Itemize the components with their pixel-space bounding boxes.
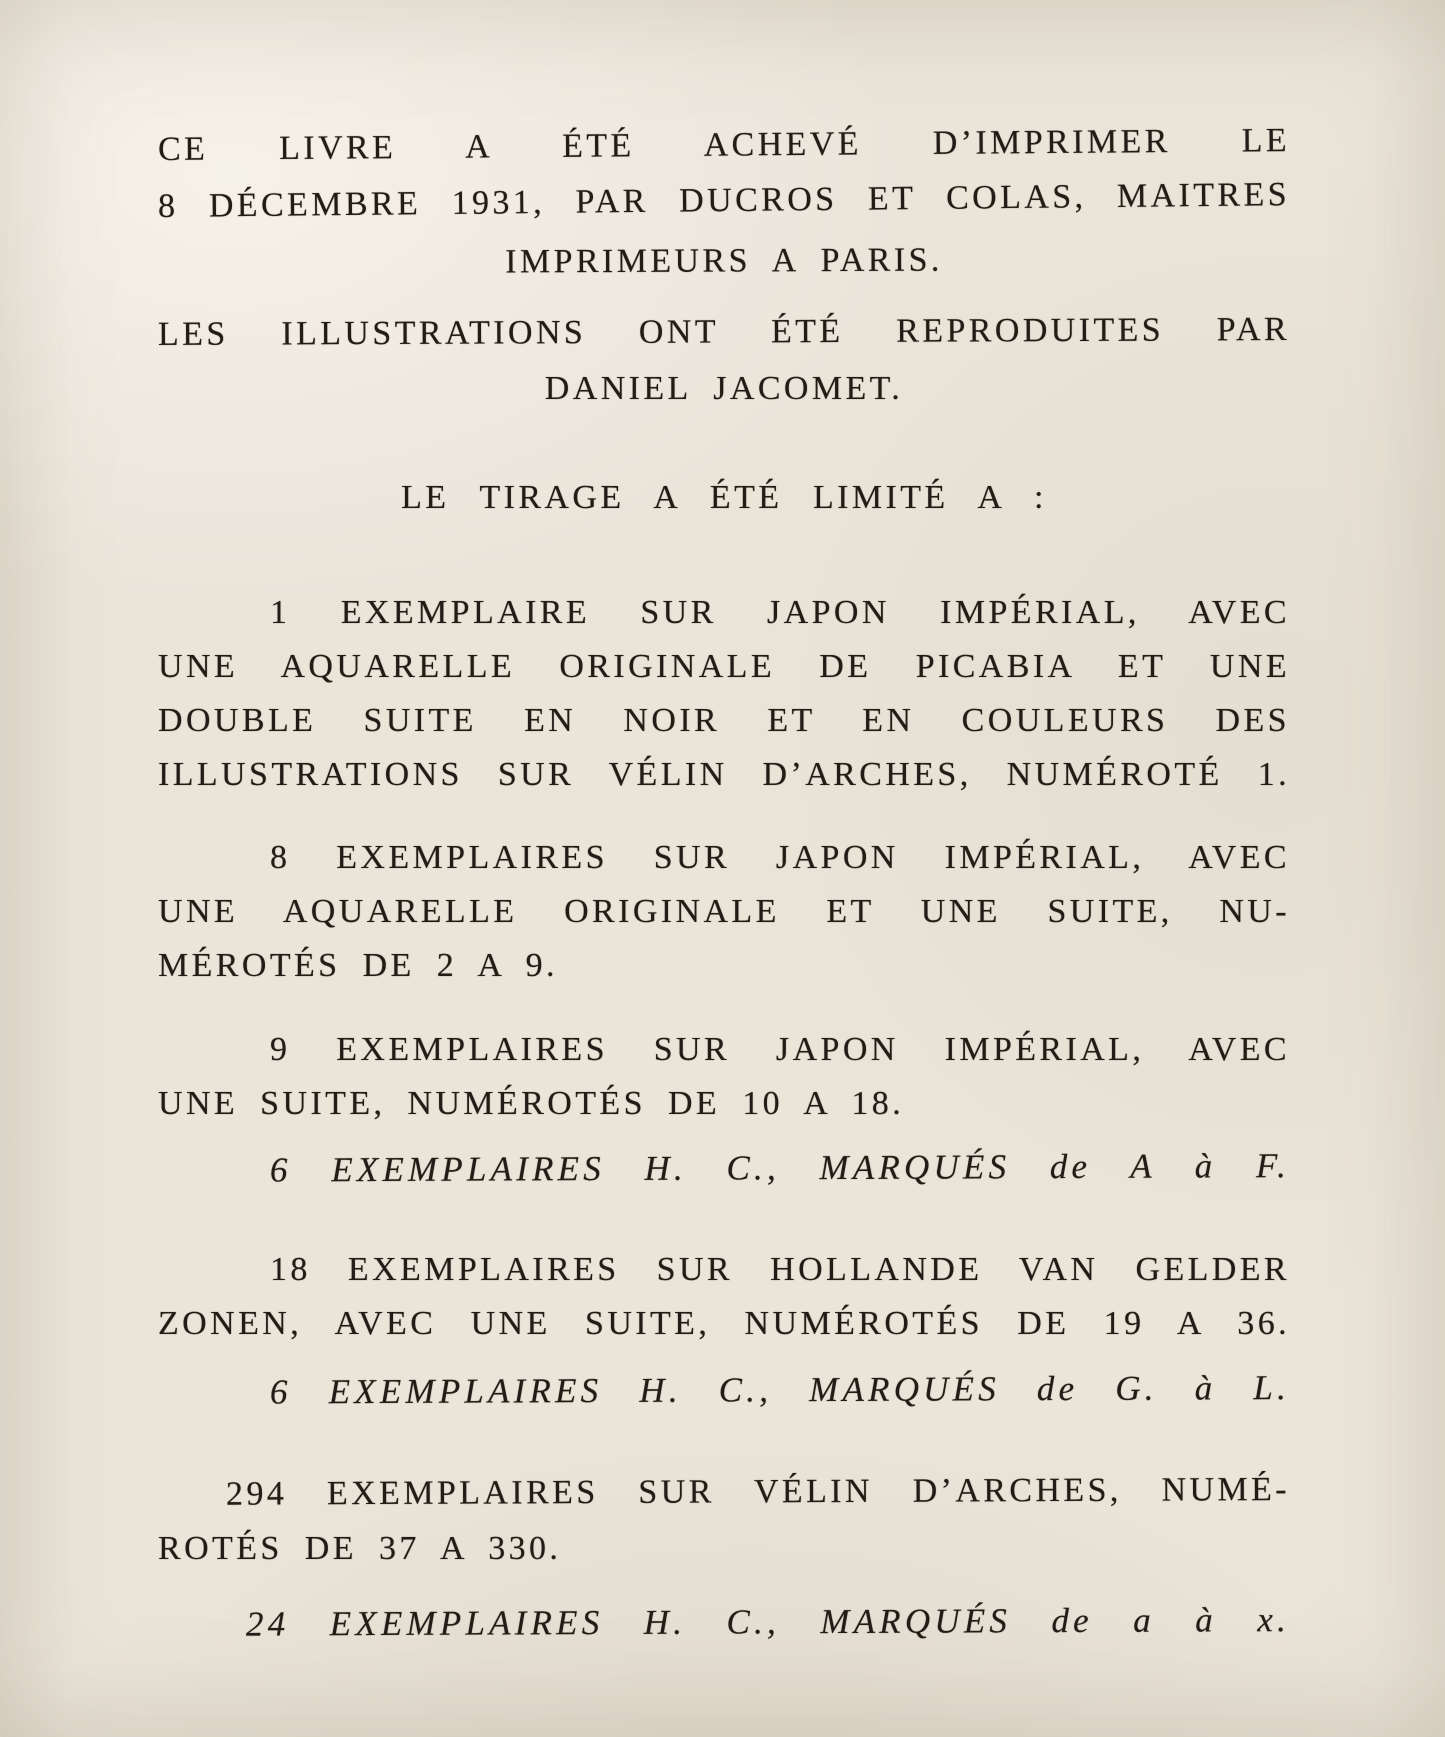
colophon-line-italic: 6 EXEMPLAIRES H. C., MARQUÉS de A à F. <box>269 1146 1291 1190</box>
colophon-line: MÉROTÉS DE 2 A 9. <box>158 947 558 984</box>
paragraph-edition-hc-G-L <box>158 1366 1290 1420</box>
colophon-line: 18 EXEMPLAIRES SUR HOLLANDE VAN GELDER <box>270 1251 1290 1288</box>
colophon-line: 8 EXEMPLAIRES SUR JAPON IMPÉRIAL, AVEC <box>270 839 1290 876</box>
colophon-line: ZONEN, AVEC UNE SUITE, NUMÉROTÉS DE 19 A 36. <box>158 1305 1290 1342</box>
paragraph-edition-japon-imperial-1 <box>158 586 1290 802</box>
colophon-line: ROTÉS DE 37 A 330. <box>158 1530 562 1567</box>
colophon-line-italic: 6 EXEMPLAIRES H. C., MARQUÉS de G. à L. <box>269 1368 1291 1412</box>
colophon-line-italic: 24 EXEMPLAIRES H. C., MARQUÉS de a à x. <box>245 1600 1291 1644</box>
colophon-line: DANIEL JACOMET. <box>544 370 904 407</box>
colophon-line: IMPRIMEURS A PARIS. <box>505 241 943 281</box>
colophon-line: 1 EXEMPLAIRE SUR JAPON IMPÉRIAL, AVEC <box>270 594 1290 631</box>
colophon-line: UNE SUITE, NUMÉROTÉS DE 10 A 18. <box>158 1085 905 1122</box>
paragraph-edition-velin-37-330 <box>158 1468 1290 1576</box>
paragraph-edition-hollande-19-36 <box>158 1243 1290 1351</box>
colophon-line: 8 DÉCEMBRE 1931, PAR DUCROS ET COLAS, MAITRES <box>157 176 1291 225</box>
paragraph-tirage-heading <box>158 471 1290 525</box>
colophon-line: DOUBLE SUITE EN NOIR ET EN COULEURS DES <box>158 702 1290 739</box>
colophon-line: LES ILLUSTRATIONS ONT ÉTÉ REPRODUITES PAR <box>157 311 1291 353</box>
colophon-line: UNE AQUARELLE ORIGINALE ET UNE SUITE, NU- <box>158 893 1290 930</box>
paragraph-edition-japon-imperial-10-18 <box>158 1023 1290 1131</box>
colophon-line: CE LIVRE A ÉTÉ ACHEVÉ D’IMPRIMER LE <box>157 122 1291 168</box>
colophon-line: 9 EXEMPLAIRES SUR JAPON IMPÉRIAL, AVEC <box>270 1031 1290 1068</box>
colophon-line: UNE AQUARELLE ORIGINALE DE PICABIA ET UNE <box>158 648 1290 685</box>
colophon-line: ILLUSTRATIONS SUR VÉLIN D’ARCHES, NUMÉROTÉ 1. <box>158 756 1290 793</box>
paragraph-edition-hc-A-F <box>158 1144 1290 1198</box>
paragraph-edition-hc-a-x <box>158 1598 1290 1652</box>
paragraph-printer-imprint <box>158 121 1290 292</box>
paragraph-edition-japon-imperial-2-9 <box>158 831 1290 993</box>
colophon-line: 294 EXEMPLAIRES SUR VÉLIN D’ARCHES, NUMÉ- <box>225 1471 1291 1513</box>
paragraph-illustrations-credit <box>158 308 1290 416</box>
tirage-heading-line: LE TIRAGE A ÉTÉ LIMITÉ A : <box>401 479 1047 516</box>
